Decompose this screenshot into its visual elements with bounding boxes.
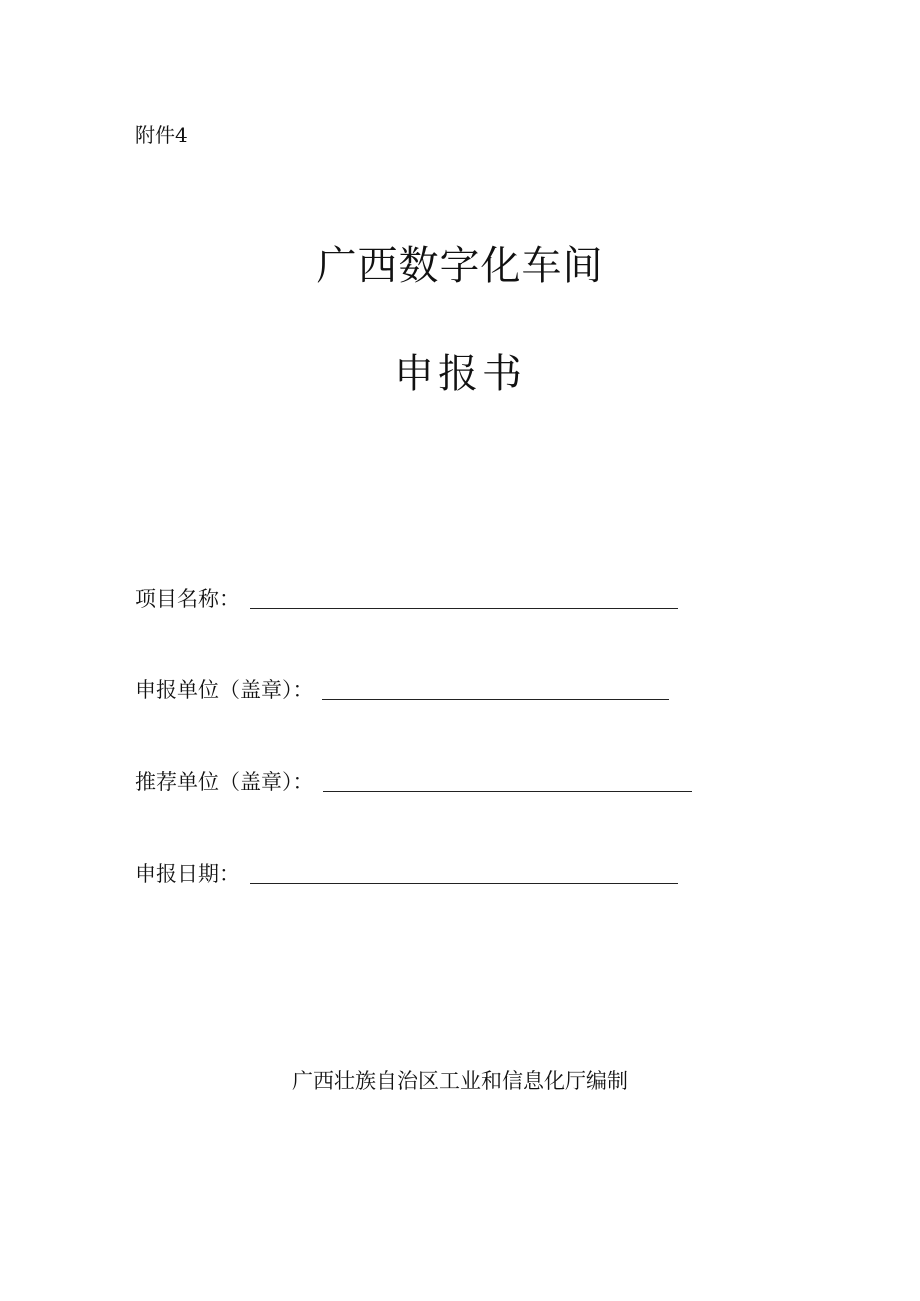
- applicant-unit-label: 申报单位（盖章）：: [135, 678, 314, 702]
- applicant-unit-field: [135, 675, 669, 705]
- applicant-unit-blank-line: [322, 677, 669, 700]
- project-name-blank-line: [250, 586, 678, 609]
- attachment-label: 附件4: [135, 123, 188, 147]
- application-date-field: [135, 859, 678, 889]
- recommending-unit-label: 推荐单位（盖章）：: [135, 770, 314, 794]
- recommending-unit-field: [135, 767, 692, 797]
- issuer-footer: 广西壮族自治区工业和信息化厅编制: [292, 1069, 628, 1093]
- project-name-label: 项目名称：: [135, 587, 240, 611]
- project-name-field: [135, 584, 678, 614]
- application-date-blank-line: [250, 861, 678, 884]
- document-title: 广西数字化车间: [316, 243, 604, 289]
- recommending-unit-blank-line: [323, 769, 692, 792]
- application-date-label: 申报日期：: [135, 862, 240, 886]
- document-subtitle: 申报书: [394, 351, 526, 397]
